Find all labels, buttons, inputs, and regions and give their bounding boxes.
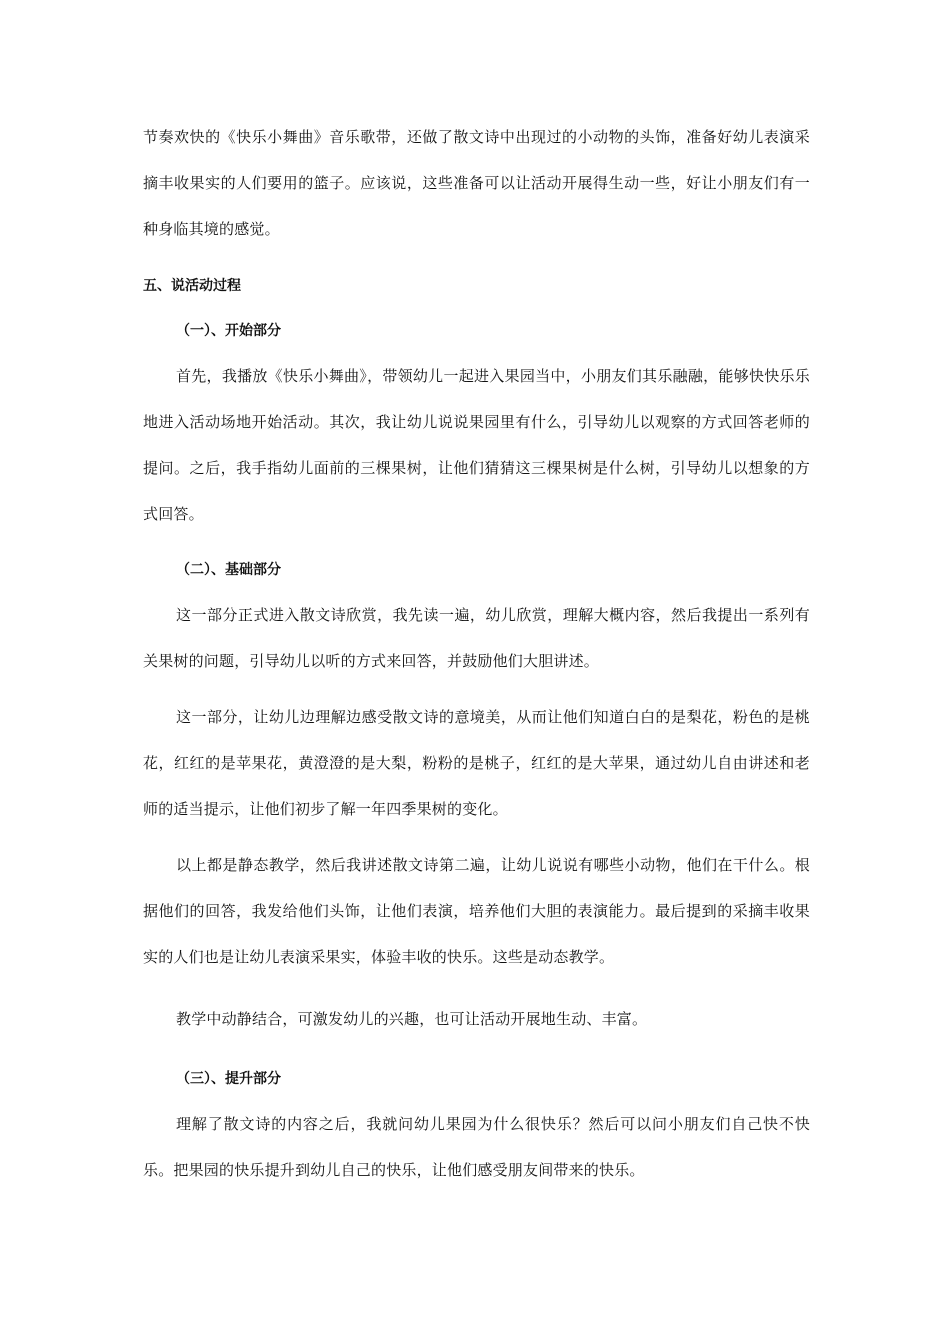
part-one-heading: （一）、开始部分 <box>176 323 281 339</box>
part-three-paragraph: 理解了散文诗的内容之后，我就问幼儿果园为什么很快乐？然后可以问小朋友们自己快不快乐。把果园的快乐提升到幼儿自己的快乐，让他们感受朋友间带来的快乐。 <box>143 1115 810 1179</box>
part-three-heading: （三）、提升部分 <box>176 1071 281 1087</box>
intro-paragraph: 节奏欢快的《快乐小舞曲》音乐歌带，还做了散文诗中出现过的小动物的头饰，准备好幼儿表演采摘丰收果实的人们要用的篮子。应该说，这些准备可以让活动开展得生动一些，好让小朋友们有一种身临其境的感觉。 <box>143 128 810 238</box>
part-one-paragraph: 首先，我播放《快乐小舞曲》，带领幼儿一起进入果园当中，小朋友们其乐融融，能够快快乐乐地进入活动场地开始活动。其次，我让幼儿说说果园里有什么，引导幼儿以观察的方式回答老师的提问。之后，我手指幼儿面前的三棵果树，让他们猜猜这三棵果树是什么树，引导幼儿以想象的方式回答。 <box>143 367 810 523</box>
part-two-paragraph-2: 这一部分，让幼儿边理解边感受散文诗的意境美，从而让他们知道白白的是梨花，粉色的是桃花，红红的是苹果花，黄澄澄的是大梨，粉粉的是桃子，红红的是大苹果，通过幼儿自由讲述和老师的适当提示，让他们初步了解一年四季果树的变化。 <box>143 708 810 818</box>
part-two-paragraph-4: 教学中动静结合，可激发幼儿的兴趣，也可让活动开展地生动、丰富。 <box>176 1010 648 1028</box>
section-five-heading: 五、说活动过程 <box>143 278 241 294</box>
part-two-paragraph-1: 这一部分正式进入散文诗欣赏，我先读一遍，幼儿欣赏，理解大概内容，然后我提出一系列有关果树的问题，引导幼儿以听的方式来回答，并鼓励他们大胆讲述。 <box>143 606 810 670</box>
part-two-paragraph-3: 以上都是静态教学，然后我讲述散文诗第二遍，让幼儿说说有哪些小动物，他们在干什么。根据他们的回答，我发给他们头饰，让他们表演，培养他们大胆的表演能力。最后提到的采摘丰收果实的人们也是让幼儿表演采果实，体验丰收的快乐。这些是动态教学。 <box>143 856 810 966</box>
part-two-heading: （二）、基础部分 <box>176 562 281 578</box>
